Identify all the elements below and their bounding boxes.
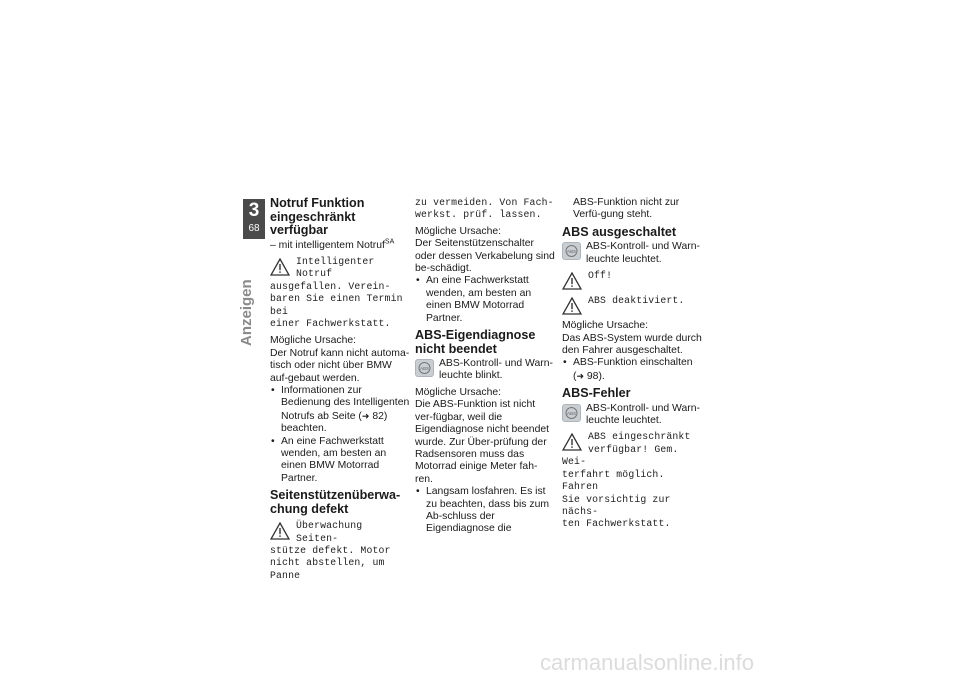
list-item: • Informationen zur Bedienung des Intelligenten Notrufs ab Seite (➜ 82) beachten. <box>270 385 410 436</box>
svg-text:ABS: ABS <box>566 249 577 255</box>
warning-triangle-icon <box>562 433 582 451</box>
display-message: ABS eingeschränkt verfügbar! Gem. Wei- terfahrt möglich. Fahren Sie vorsichtig zur nächs- ten Fachwerkstatt. <box>562 431 691 530</box>
watermark: carmanualsonline.info <box>540 650 755 675</box>
lamp-row: ABS ABS-Kontroll- und Warn-leuchte leuchtet. <box>562 403 702 428</box>
svg-text:ABS: ABS <box>566 410 577 416</box>
list-item: • Langsam losfahren. Es ist zu beachten, dass bis zum Ab-schluss der Eigendiagnose die <box>415 486 555 536</box>
cause-label: Mögliche Ursache: <box>270 335 357 347</box>
arrow-right-icon: ➜ <box>576 370 585 381</box>
warning-triangle-icon <box>270 258 290 276</box>
chapter-number: 3 <box>248 200 260 221</box>
column-2: zu vermeiden. Von Fach- werkst. prüf. lassen. Mögliche Ursache: Der Seitenstützenschalter oder dessen Verkabelung sind be-schädigt. • An eine Fachwerkstatt wenden, am besten an einen BMW Motorrad Partner. ABS-Eigendiagnose nicht beendet ABS ABS-Kontroll- und Warn-leuchte blinkt. Mögliche Ursache: Die ABS-Funktion ist nicht ver-fügbar, weil die Eigendiagnose nicht beendet wurde. Zur Über-prüfung der Radsensoren muss das Motorrad einige Meter fah-ren. • Langsam losfahren. Es ist zu beachten, dass bis zum Ab-schluss der Eigendiagnose die <box>415 197 555 536</box>
cause-label: Mögliche Ursache: <box>415 386 502 398</box>
heading-abs-ausgeschaltet: ABS ausgeschaltet <box>562 224 677 239</box>
cause-text: Der Seitenstützenschalter oder dessen Verkabelung sind be-schädigt. <box>415 238 555 275</box>
cause-text: Der Notruf kann nicht automa-tisch oder nicht über BMW auf-gebaut werden. <box>270 347 410 384</box>
list-item: • ABS-Funktion einschalten (➜ 98). <box>562 357 702 383</box>
variant-note: – mit intelligentem Notruf$^{SA}$ <box>270 238 395 251</box>
action-list <box>562 357 702 383</box>
cause-label: Mögliche Ursache: <box>415 225 502 237</box>
section-label: Anzeigen <box>238 279 255 346</box>
svg-text:ABS: ABS <box>419 366 430 372</box>
warning-triangle-icon <box>270 522 290 540</box>
lamp-row: ABS ABS-Kontroll- und Warn-leuchte leuchtet. <box>562 241 702 266</box>
continued-text: ABS-Funktion nicht zur Verfü-gung steht. <box>573 197 680 221</box>
list-item: • An eine Fachwerkstatt wenden, am besten an einen BMW Motorrad Partner. <box>270 436 410 486</box>
cause-text: Das ABS-System wurde durch den Fahrer ausgeschaltet. <box>562 332 702 356</box>
warning-triangle-icon <box>562 297 582 315</box>
abs-lamp-icon <box>562 404 581 422</box>
action-list <box>415 275 555 325</box>
display-message: Überwachung Seiten- stütze defekt. Motor nicht abstellen, um Panne <box>270 520 391 581</box>
abs-lamp-icon <box>562 242 581 260</box>
cause-label: Mögliche Ursache: <box>562 320 649 332</box>
heading-abs-eigendiagnose: ABS-Eigendiagnose nicht beendet <box>415 328 536 356</box>
heading-abs-fehler: ABS-Fehler <box>562 386 631 401</box>
display-message: Off! <box>562 270 702 290</box>
action-list <box>415 486 555 536</box>
abs-lamp-icon <box>415 359 434 377</box>
display-message: Intelligenter Notruf ausgefallen. Verein- baren Sie einen Termin bei einer Fachwerkstatt. <box>270 255 403 329</box>
heading-notruf: Notruf Funktion eingeschränkt verfügbar <box>270 196 365 237</box>
page-number: 68 <box>248 223 260 234</box>
chapter-tab <box>243 199 265 239</box>
action-list <box>270 385 410 485</box>
column-1 <box>270 197 410 587</box>
column-3 <box>562 197 702 536</box>
warning-triangle-icon <box>562 272 582 290</box>
arrow-right-icon: ➜ <box>361 410 370 421</box>
lamp-row: ABS ABS-Kontroll- und Warn-leuchte blinkt. <box>415 358 555 383</box>
cause-text: Die ABS-Funktion ist nicht ver-fügbar, weil die Eigendiagnose nicht beendet wurde. Zur Über-prüfung der Radsensoren muss das Motorrad einige Meter fah-ren. <box>415 399 550 485</box>
list-item: • An eine Fachwerkstatt wenden, am besten an einen BMW Motorrad Partner. <box>415 275 555 325</box>
display-message: ABS deaktiviert. <box>562 295 702 315</box>
heading-seitenstuetze: Seitenstützenüberwa-chung defekt <box>270 488 401 516</box>
